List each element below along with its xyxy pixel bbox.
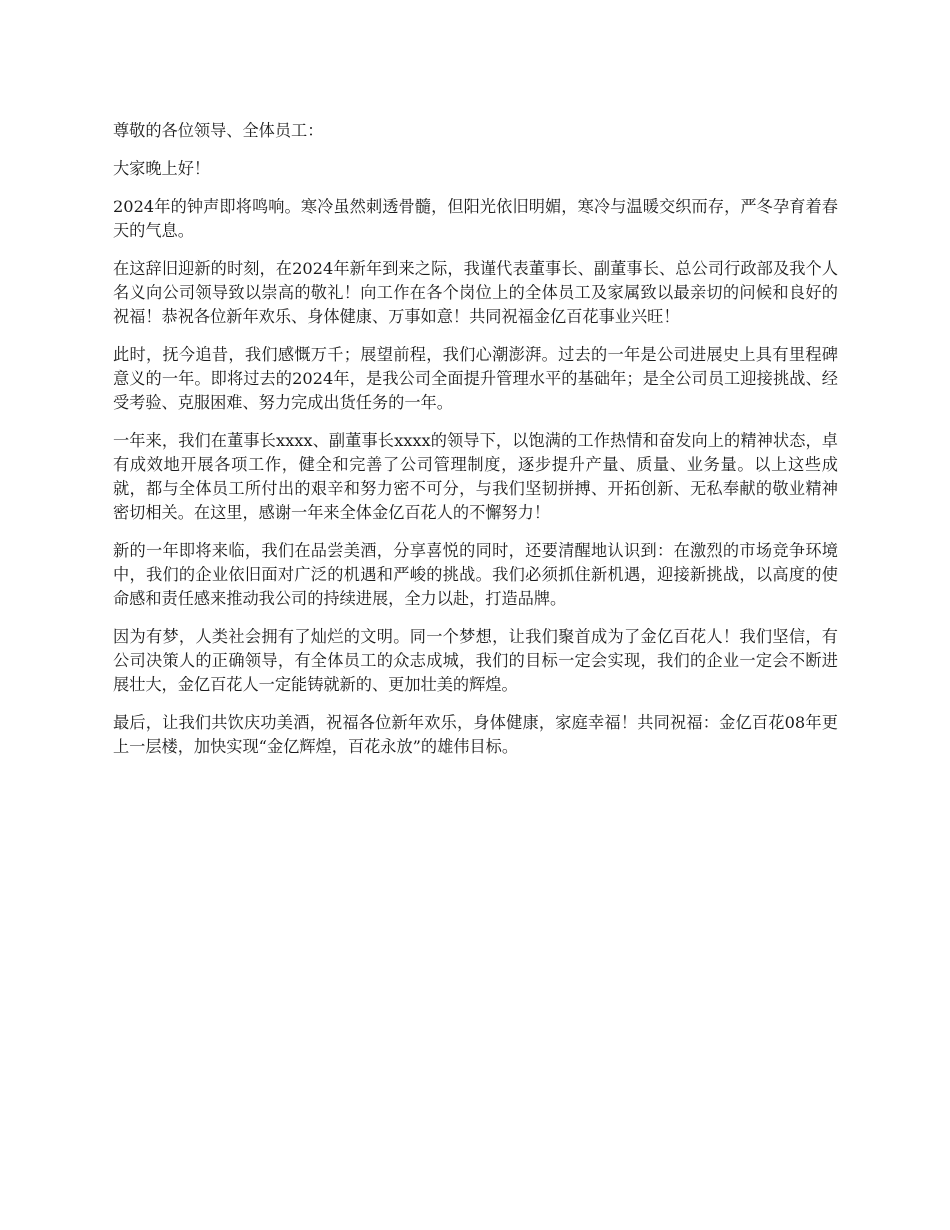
salutation: 尊敬的各位领导、全体员工： [113,121,324,140]
paragraph: 在这辞旧迎新的时刻，在2024年新年到来之际，我谨代表董事长、副董事长、总公司行政部及我个人名义向公司领导致以崇高的敬礼！向工作在各个岗位上的全体员工及家属致以最亲切的问候和良好的祝福！恭祝各位新年欢乐、身体健康、万事如意！共同祝福金亿百花事业兴旺！ [113,259,838,326]
paragraph: 一年来，我们在董事长xxxx、副董事长xxxx的领导下，以饱满的工作热情和奋发向上的精神状态，卓有成效地开展各项工作，健全和完善了公司管理制度，逐步提升产量、质量、业务量。以上这些成就，都与全体员工所付出的艰辛和努力密不可分，与我们坚韧拼搏、开拓创新、无私奉献的敬业精神密切相关。在这里，感谢一年来全体金亿百花人的不懈努力！ [113,431,838,522]
document-body [113,119,838,773]
paragraph: 2024年的钟声即将鸣响。寒冷虽然刺透骨髓，但阳光依旧明媚，寒冷与温暖交织而存，严冬孕育着春天的气息。 [113,197,838,240]
closing-paragraph: 最后，让我们共饮庆功美酒，祝福各位新年欢乐，身体健康，家庭幸福！共同祝福：金亿百花08年更上一层楼，加快实现“金亿辉煌，百花永放”的雄伟目标。 [113,713,838,756]
paragraph: 此时，抚今追昔，我们感慨万千；展望前程，我们心潮澎湃。过去的一年是公司进展史上具有里程碑意义的一年。即将过去的2024年，是我公司全面提升管理水平的基础年；是全公司员工迎接挑战、经受考验、克服困难、努力完成出货任务的一年。 [113,345,838,412]
greeting: 大家晚上好！ [113,159,211,178]
paragraph: 新的一年即将来临，我们在品尝美酒，分享喜悦的同时，还要清醒地认识到：在激烈的市场竞争环境中，我们的企业依旧面对广泛的机遇和严峻的挑战。我们必须抓住新机遇，迎接新挑战，以高度的使命感和责任感来推动我公司的持续进展，全力以赴，打造品牌。 [113,541,838,608]
paragraph: 因为有梦，人类社会拥有了灿烂的文明。同一个梦想，让我们聚首成为了金亿百花人！我们坚信，有公司决策人的正确领导，有全体员工的众志成城，我们的目标一定会实现，我们的企业一定会不断进展壮大，金亿百花人一定能铸就新的、更加壮美的辉煌。 [113,627,838,694]
